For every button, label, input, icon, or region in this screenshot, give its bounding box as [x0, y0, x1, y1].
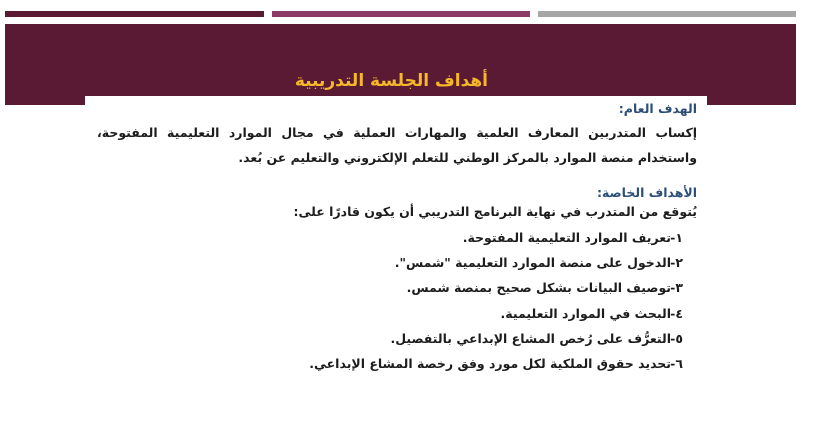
specific-goals-intro: يُتوقع من المتدرب في نهاية البرنامج التدريبي أن يكون قادرًا على:	[293, 204, 697, 219]
list-item-number: ٢-	[670, 255, 683, 271]
list-item	[97, 351, 697, 376]
general-goal-text: إكساب المتدربين المعارف العلمية والمهارات العملية في مجال الموارد التعليمية المفتوحة، واستخدام منصة الموارد بالمركز الوطني للتعلم الإلكتروني والتعليم عن بُعد.	[97, 125, 697, 165]
list-item	[97, 301, 697, 326]
accent-bar-3	[538, 11, 796, 17]
list-item-number: ١-	[670, 230, 683, 245]
list-item-number: ٦-	[670, 356, 683, 372]
list-item	[97, 275, 697, 300]
list-item	[97, 326, 697, 351]
list-item-text: تعريف الموارد التعليمية المفتوحة.	[462, 230, 671, 245]
document-body	[85, 96, 707, 406]
slide-title: أهداف الجلسة التدريبية	[294, 71, 488, 91]
list-item-text: التعرُّف على رُخص المشاع الإبداعي بالتفصيل.	[390, 330, 671, 346]
list-item-text: تحديد حقوق الملكية لكل مورد وفق رخصة المشاع الإبداعي.	[309, 356, 671, 372]
list-item-number: ٥-	[670, 330, 683, 346]
list-item-text: توصيف البيانات بشكل صحيح بمنصة شمس.	[406, 280, 671, 296]
list-item-number: ٤-	[670, 305, 683, 321]
list-item-number: ٣-	[670, 280, 683, 296]
objectives-content	[85, 96, 707, 376]
specific-goals-heading: الأهداف الخاصة:	[597, 185, 697, 200]
accent-bar-1	[5, 11, 264, 17]
title-banner	[5, 24, 796, 105]
accent-bar-2	[272, 11, 530, 17]
specific-goals-list	[97, 225, 697, 376]
list-item-text: البحث في الموارد التعليمية.	[500, 305, 671, 321]
general-goal-heading: الهدف العام:	[618, 101, 697, 116]
list-item-text: الدخول على منصة الموارد التعليمية "شمس".	[394, 255, 671, 271]
list-item	[97, 250, 697, 275]
list-item	[97, 225, 697, 250]
